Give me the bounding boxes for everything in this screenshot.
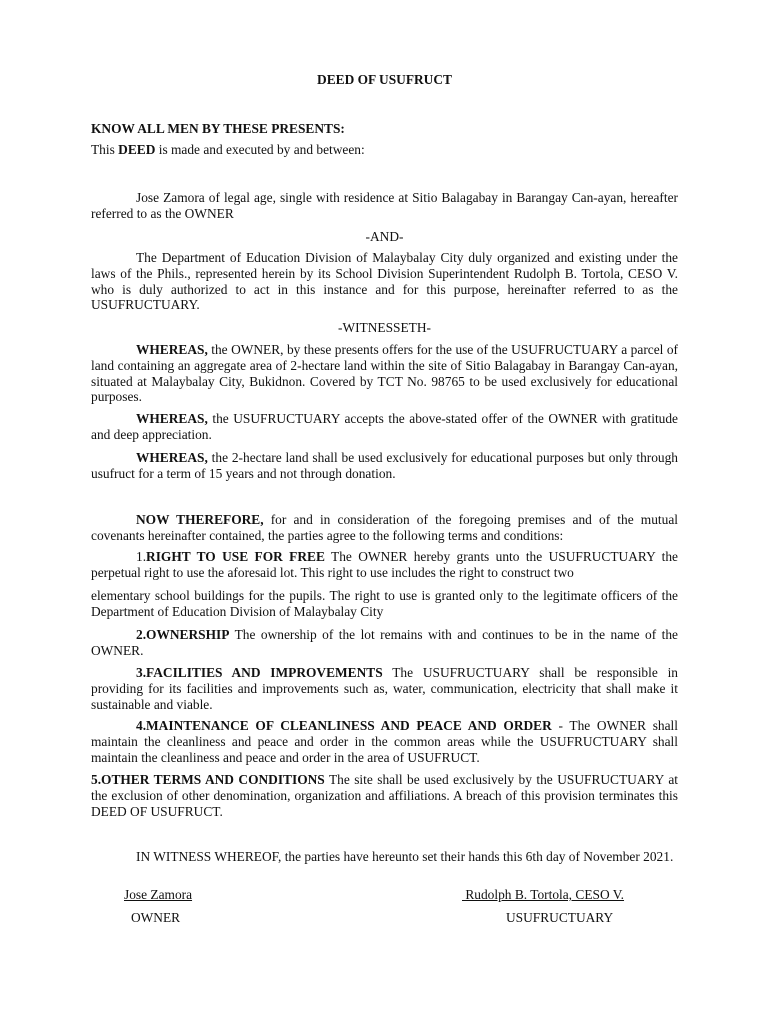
and-separator: -AND-: [365, 229, 404, 244]
intro-line: This DEED is made and executed by and between:: [91, 142, 365, 157]
term-4-maintenance: 4.MAINTENANCE OF CLEANLINESS AND PEACE AND ORDER - The OWNER shall maintain the cleanliness and peace and order in the common areas while the USUFRUCTUARY shall maintain the cleanliness and peace and order in the area of USUFRUCT.: [91, 718, 678, 765]
witnesseth-separator: -WITNESSETH-: [338, 320, 431, 335]
term-5-other-terms: 5.OTHER TERMS AND CONDITIONS The site shall be used exclusively by the USUFRUCTUARY at the exclusion of other denomination, organization and affiliations. A breach of this provision terminates this DEED OF USUFRUCT.: [91, 772, 678, 819]
term-3-facilities: 3.FACILITIES AND IMPROVEMENTS The USUFRUCTUARY shall be responsible in providing for its facilities and improvements such as, water, communication, electricity that shall make it sustainable and viable.: [91, 665, 679, 712]
owner-signature-role: OWNER: [131, 910, 181, 925]
term-1-continuation: elementary school buildings for the pupils. The right to use is granted only to the legitimate officers of the Department of Education Division of Malaybalay City: [91, 588, 678, 619]
usufructuary-signature-role: USUFRUCTUARY: [506, 910, 614, 925]
whereas-clause-3: WHEREAS, the 2-hectare land shall be used exclusively for educational purposes but only through usufruct for a term of 15 years and not through donation.: [91, 450, 678, 481]
usufructuary-signature-name: Rudolph B. Tortola, CESO V.: [462, 887, 625, 902]
term-2-ownership: 2.OWNERSHIP The ownership of the lot remains with and continues to be in the name of the OWNER.: [91, 627, 678, 658]
whereas-clause-2: WHEREAS, the USUFRUCTUARY accepts the above-stated offer of the OWNER with gratitude and deep appreciation.: [91, 411, 678, 442]
intro-heading: KNOW ALL MEN BY THESE PRESENTS:: [91, 121, 345, 136]
whereas-clause-1: WHEREAS, the OWNER, by these presents offers for the use of the USUFRUCTUARY a parcel of land containing an aggregate area of 2-hectare land within the site of Sitio Balagabay in Barangay Can-ayan, situated at Malaybalay City, Bukidnon. Covered by TCT No. 98765 to be used exclusively for educational purposes.: [91, 342, 678, 405]
owner-party-paragraph: Jose Zamora of legal age, single with residence at Sitio Balagabay in Barangay Can-ayan, hereafter referred to as the OWNER: [91, 190, 678, 221]
owner-signature-name: Jose Zamora: [124, 887, 193, 902]
usufructuary-party-paragraph: The Department of Education Division of Malaybalay City duly organized and existing under the laws of the Phils., represented herein by its School Division Superintendent Rudolph B. Tortola, CESO V. who is duly authorized to act in this instance and for this purpose, hereinafter referred to as the USUFRUCTUARY.: [91, 250, 678, 313]
document-title: DEED OF USUFRUCT: [317, 72, 452, 87]
term-1-right-to-use: 1.RIGHT TO USE FOR FREE The OWNER hereby grants unto the USUFRUCTUARY the perpetual right to use the aforesaid lot. This right to use includes the right to construct two: [91, 549, 678, 580]
witness-clause: IN WITNESS WHEREOF, the parties have hereunto set their hands this 6th day of November 2021.: [136, 849, 674, 864]
now-therefore-paragraph: NOW THEREFORE, for and in consideration of the foregoing premises and of the mutual covenants hereinafter contained, the parties agree to the following terms and conditions:: [91, 512, 678, 543]
